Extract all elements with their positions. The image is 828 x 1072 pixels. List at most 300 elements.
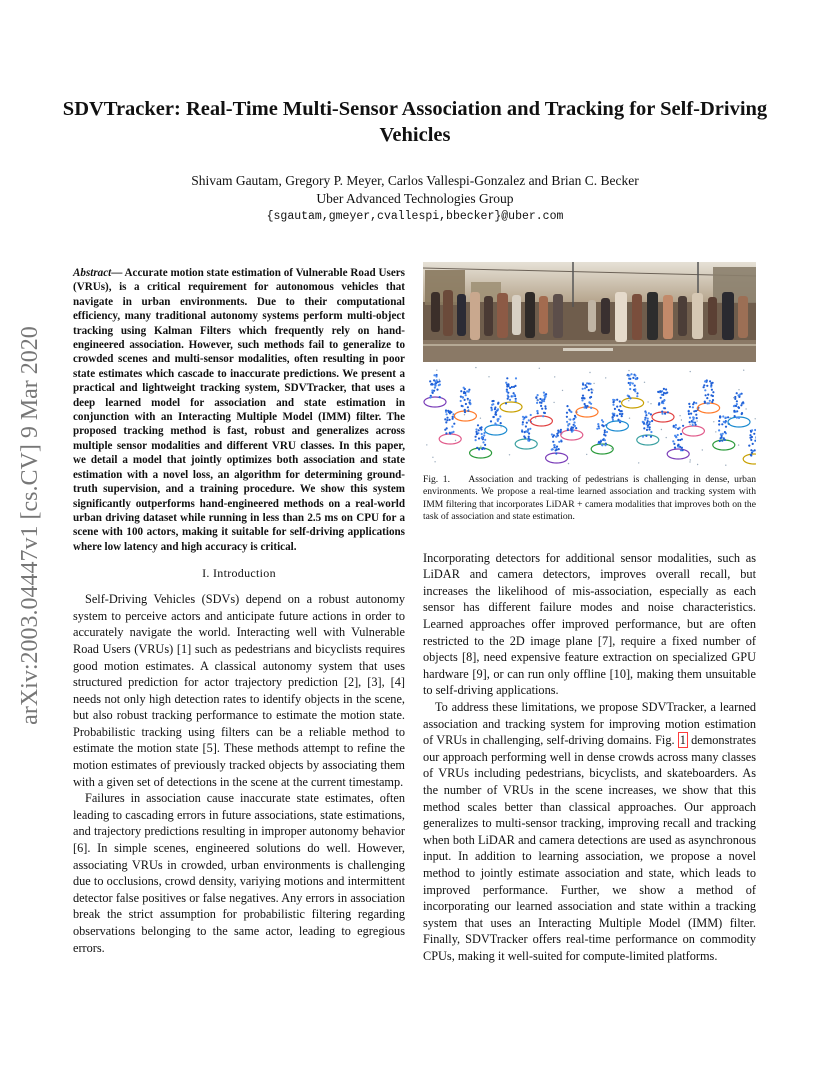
- lidar-point: [725, 426, 727, 428]
- lidar-point: [553, 434, 555, 436]
- lidar-point: [522, 423, 524, 425]
- lidar-point: [513, 392, 515, 394]
- lidar-point: [445, 411, 447, 413]
- lidar-point: [645, 435, 647, 437]
- lidar-point: [643, 427, 645, 429]
- lidar-noise-point: [480, 418, 481, 419]
- lidar-point: [628, 382, 630, 384]
- lidar-point: [590, 403, 592, 405]
- lidar-point: [754, 449, 756, 451]
- lidar-noise-point: [539, 368, 540, 369]
- lidar-noise-point: [725, 465, 726, 466]
- lidar-point: [544, 405, 546, 407]
- lidar-point: [526, 422, 528, 424]
- track-ring: [439, 434, 461, 444]
- lidar-noise-point: [608, 445, 609, 446]
- arxiv-stamp: [10, 285, 50, 765]
- intro-right-text: [423, 550, 756, 965]
- lidar-noise-point: [690, 459, 691, 460]
- lidar-point: [527, 439, 529, 441]
- lidar-point: [541, 399, 543, 401]
- lidar-point: [570, 429, 572, 431]
- lidar-noise-point: [480, 446, 481, 447]
- track-ring: [743, 454, 756, 464]
- lidar-point: [642, 436, 644, 438]
- track-ring: [682, 426, 704, 436]
- lidar-point: [750, 439, 752, 441]
- lidar-point: [590, 388, 592, 390]
- lidar-point: [642, 421, 644, 423]
- lidar-point: [754, 429, 756, 431]
- lidar-point: [753, 433, 755, 435]
- lidar-point: [453, 423, 455, 425]
- lidar-point: [566, 412, 568, 414]
- lidar-noise-point: [626, 375, 627, 376]
- lidar-point: [574, 425, 576, 427]
- lidar-point: [477, 424, 479, 426]
- lidar-point: [528, 436, 530, 438]
- lidar-point: [566, 405, 568, 407]
- lidar-point: [451, 426, 453, 428]
- lidar-point: [695, 414, 697, 416]
- lidar-point: [468, 402, 470, 404]
- abstract-lead: Abstract: [73, 267, 112, 279]
- lidar-point: [734, 398, 736, 400]
- lidar-point: [528, 419, 530, 421]
- lidar-point: [712, 391, 714, 393]
- lidar-point: [589, 383, 591, 385]
- lidar-point: [475, 428, 477, 430]
- lidar-point: [570, 411, 572, 413]
- lidar-point: [632, 377, 634, 379]
- lidar-point: [475, 436, 477, 438]
- lidar-point: [515, 398, 517, 400]
- lidar-point: [704, 402, 706, 404]
- lidar-point: [522, 421, 524, 423]
- lidar-point: [545, 395, 547, 397]
- lidar-point: [475, 431, 477, 433]
- lidar-point: [581, 399, 583, 401]
- lidar-point: [659, 390, 661, 392]
- lidar-point: [692, 406, 694, 408]
- lidar-point: [616, 415, 618, 417]
- lidar-noise-point: [589, 372, 590, 373]
- lidar-point: [524, 431, 526, 433]
- lidar-point: [649, 426, 651, 428]
- lidar-point: [644, 417, 646, 419]
- lidar-point: [500, 422, 502, 424]
- lidar-point: [621, 413, 623, 415]
- lidar-point: [584, 387, 586, 389]
- track-ring: [424, 397, 446, 407]
- lidar-noise-point: [629, 418, 630, 419]
- lidar-point: [667, 411, 669, 413]
- lidar-point: [584, 403, 586, 405]
- lidar-point: [750, 431, 752, 433]
- lidar-point: [647, 418, 649, 420]
- lidar-point: [444, 418, 446, 420]
- lidar-point: [632, 382, 634, 384]
- lidar-noise-point: [593, 383, 594, 384]
- lidar-point: [535, 397, 537, 399]
- lidar-point: [507, 394, 509, 396]
- lidar-point: [469, 399, 471, 401]
- lidar-point: [598, 425, 600, 427]
- lidar-point: [621, 415, 623, 417]
- lidar-point: [612, 417, 614, 419]
- lidar-point: [630, 382, 632, 384]
- lidar-noise-point: [432, 457, 433, 458]
- lidar-point: [439, 380, 441, 382]
- lidar-point: [651, 420, 653, 422]
- lidar-point: [703, 386, 705, 388]
- lidar-point: [660, 397, 662, 399]
- lidar-point: [650, 436, 652, 438]
- lidar-point: [505, 402, 507, 404]
- lidar-point: [494, 413, 496, 415]
- lidar-point: [558, 441, 560, 443]
- lidar-point: [619, 405, 621, 407]
- lidar-point: [582, 384, 584, 386]
- lidar-point: [551, 433, 553, 435]
- lidar-point: [452, 431, 454, 433]
- lidar-noise-point: [475, 367, 476, 368]
- lidar-noise-point: [713, 421, 714, 422]
- lidar-point: [662, 394, 664, 396]
- lidar-point: [468, 391, 470, 393]
- lidar-point: [673, 426, 675, 428]
- lidar-point: [750, 449, 752, 451]
- lidar-point: [617, 419, 619, 421]
- lidar-point: [689, 421, 691, 423]
- lidar-point: [664, 407, 666, 409]
- intro-paragraph-4: [423, 699, 756, 965]
- lidar-point: [677, 428, 679, 430]
- lidar-point: [721, 423, 723, 425]
- lidar-point: [647, 420, 649, 422]
- lidar-point: [735, 405, 737, 407]
- lidar-point: [552, 441, 554, 443]
- lidar-point: [706, 385, 708, 387]
- lidar-point: [438, 384, 440, 386]
- lidar-point: [583, 406, 585, 408]
- lidar-point: [512, 395, 514, 397]
- lidar-noise-point: [738, 444, 739, 445]
- lidar-noise-point: [733, 397, 734, 398]
- lidar-point: [490, 420, 492, 422]
- lidar-point: [704, 380, 706, 382]
- lidar-point: [664, 413, 666, 415]
- lidar-point: [555, 452, 557, 454]
- lidar-point: [497, 408, 499, 410]
- lidar-point: [581, 397, 583, 399]
- lidar-point: [644, 419, 646, 421]
- lidar-point: [734, 396, 736, 398]
- lidar-point: [589, 397, 591, 399]
- lidar-point: [524, 437, 526, 439]
- lidar-point: [738, 417, 740, 419]
- track-ring: [637, 435, 659, 445]
- lidar-point: [723, 421, 725, 423]
- lidar-point: [460, 390, 462, 392]
- lidar-point: [582, 395, 584, 397]
- lidar-point: [551, 449, 553, 451]
- lidar-point: [528, 438, 530, 440]
- lidar-point: [465, 403, 467, 405]
- lidar-point: [525, 425, 527, 427]
- lidar-point: [509, 399, 511, 401]
- lidar-point: [749, 437, 751, 439]
- lidar-noise-point: [696, 420, 697, 421]
- track-ring: [470, 448, 492, 458]
- lidar-point: [748, 445, 750, 447]
- lidar-point: [493, 400, 495, 402]
- lidar-point: [736, 403, 738, 405]
- lidar-point: [692, 418, 694, 420]
- lidar-point: [598, 427, 600, 429]
- lidar-noise-point: [509, 454, 510, 455]
- lidar-point: [682, 449, 684, 451]
- lidar-point: [629, 378, 631, 380]
- track-ring: [667, 449, 689, 459]
- lidar-point: [574, 415, 576, 417]
- lidar-noise-point: [755, 418, 756, 419]
- lidar-point: [598, 441, 600, 443]
- intro-left-text: [73, 591, 405, 956]
- lidar-point: [434, 387, 436, 389]
- lidar-point: [591, 391, 593, 393]
- lidar-point: [480, 429, 482, 431]
- lidar-point: [718, 423, 720, 425]
- lidar-point: [513, 386, 515, 388]
- lidar-point: [494, 406, 496, 408]
- figure-caption-label: Fig. 1.: [423, 474, 450, 485]
- lidar-point: [675, 424, 677, 426]
- lidar-point: [649, 421, 651, 423]
- lidar-point: [724, 431, 726, 433]
- lidar-noise-point: [666, 437, 667, 438]
- lidar-point: [543, 412, 545, 414]
- lidar-noise-point: [697, 464, 698, 465]
- lidar-point: [542, 415, 544, 417]
- intro-paragraph-2: Failures in association cause inaccurate state estimates, often leading to cascading errors in future associations, state estimations, and trajectory predictions resulting in improper autonomy behavior [6]. In simple scenes, engineered solutions do well. However, associating VRUs in crowded, urban environments is challenging due to occlusions, crowd density, variying motions and intermittent detector false positives or false negatives. Any errors in association break the strict assumption for probabilistic filtering regarding observations belonging to the same actor, leading to egregious errors.: [73, 791, 405, 955]
- lidar-point: [677, 444, 679, 446]
- arxiv-stamp-text: arXiv:2003.04447v1 [cs.CV] 9 Mar 2020: [16, 325, 43, 725]
- paper-affiliation: Uber Advanced Technologies Group: [316, 191, 514, 206]
- lidar-point: [673, 443, 675, 445]
- lidar-point: [464, 399, 466, 401]
- lidar-point: [506, 390, 508, 392]
- lidar-point: [481, 433, 483, 435]
- lidar-noise-point: [439, 379, 440, 380]
- lidar-point: [724, 439, 726, 441]
- lidar-point: [693, 410, 695, 412]
- lidar-point: [696, 417, 698, 419]
- lidar-point: [630, 373, 632, 375]
- section-heading-text: I. Introduction: [202, 566, 276, 581]
- lidar-noise-point: [467, 400, 468, 401]
- lidar-point: [435, 375, 437, 377]
- lidar-point: [643, 423, 645, 425]
- lidar-point: [675, 427, 677, 429]
- lidar-point: [606, 431, 608, 433]
- lidar-point: [515, 377, 517, 379]
- lidar-point: [710, 394, 712, 396]
- lidar-point: [494, 422, 496, 424]
- street-crowd-photo: [423, 262, 756, 362]
- left-column: [73, 266, 405, 956]
- lidar-point: [692, 421, 694, 423]
- lidar-point: [646, 429, 648, 431]
- lidar-point: [484, 444, 486, 446]
- lidar-point: [604, 431, 606, 433]
- lidar-point: [560, 429, 562, 431]
- lidar-noise-point: [464, 414, 465, 415]
- lidar-noise-point: [638, 462, 639, 463]
- lidar-point: [590, 407, 592, 409]
- paper-authors: Shivam Gautam, Gregory P. Meyer, Carlos Vallespi-Gonzalez and Brian C. Becker: [191, 173, 639, 188]
- lidar-point: [586, 405, 588, 407]
- lidar-noise-point: [661, 429, 662, 430]
- lidar-point: [537, 394, 539, 396]
- lidar-point: [704, 389, 706, 391]
- lidar-noise-point: [702, 449, 703, 450]
- lidar-point: [446, 419, 448, 421]
- lidar-point: [536, 402, 538, 404]
- lidar-point: [688, 413, 690, 415]
- lidar-point: [484, 439, 486, 441]
- lidar-noise-point: [647, 401, 648, 402]
- lidar-noise-point: [536, 399, 537, 400]
- lidar-noise-point: [743, 370, 744, 371]
- lidar-point: [582, 388, 584, 390]
- lidar-point: [429, 380, 431, 382]
- lidar-point: [736, 400, 738, 402]
- track-ring: [500, 402, 522, 412]
- figure-reference-link[interactable]: 1: [679, 733, 686, 748]
- lidar-point: [507, 385, 509, 387]
- lidar-point: [727, 416, 729, 418]
- lidar-point: [705, 394, 707, 396]
- lidar-point: [478, 448, 480, 450]
- lidar-point: [619, 400, 621, 402]
- lidar-point: [711, 389, 713, 391]
- lidar-noise-point: [715, 431, 716, 432]
- lidar-point: [711, 401, 713, 403]
- lidar-point: [446, 417, 448, 419]
- figure-caption-text: Association and tracking of pedestrians is challenging in dense, urban environments. We propose a real-time learned association and tracking system with IMM filtering that incorporates LiDAR + camera modalities that improves both on the task of association and state estimation.: [423, 474, 757, 523]
- lidar-point: [648, 428, 650, 430]
- lidar-point: [465, 394, 467, 396]
- lidar-noise-point: [586, 454, 587, 455]
- lidar-point: [588, 401, 590, 403]
- lidar-point: [752, 443, 754, 445]
- lidar-point: [430, 396, 432, 398]
- abstract-dash: —: [111, 267, 125, 279]
- lidar-noise-point: [568, 419, 569, 420]
- lidar-point: [689, 417, 691, 419]
- lidar-noise-point: [500, 426, 501, 427]
- lidar-point: [648, 412, 650, 414]
- lidar-point: [733, 405, 735, 407]
- lidar-noise-point: [567, 423, 568, 424]
- lidar-point: [463, 387, 465, 389]
- lidar-point: [650, 431, 652, 433]
- lidar-point: [665, 388, 667, 390]
- lidar-point: [661, 400, 663, 402]
- lidar-point: [721, 440, 723, 442]
- lidar-point: [692, 424, 694, 426]
- lidar-point: [736, 392, 738, 394]
- lidar-point: [739, 393, 741, 395]
- right-column: [423, 262, 756, 964]
- lidar-point: [629, 397, 631, 399]
- lidar-point: [553, 444, 555, 446]
- lidar-point: [703, 384, 705, 386]
- lidar-point: [658, 403, 660, 405]
- lidar-noise-point: [679, 415, 680, 416]
- lidar-noise-point: [592, 389, 593, 390]
- lidar-point: [460, 400, 462, 402]
- lidar-point: [720, 437, 722, 439]
- abstract: [73, 266, 405, 554]
- lidar-point: [481, 436, 483, 438]
- lidar-point: [555, 449, 557, 451]
- lidar-noise-point: [455, 440, 456, 441]
- lidar-point: [628, 374, 630, 376]
- lidar-point: [647, 424, 649, 426]
- lidar-noise-point: [690, 371, 691, 372]
- lidar-point: [612, 419, 614, 421]
- lidar-point: [476, 447, 478, 449]
- lidar-point: [674, 447, 676, 449]
- lidar-point: [483, 434, 485, 436]
- lidar-point: [619, 413, 621, 415]
- lidar-point: [436, 389, 438, 391]
- lidar-noise-point: [611, 448, 612, 449]
- lidar-point: [478, 437, 480, 439]
- lidar-point: [720, 433, 722, 435]
- lidar-point: [452, 418, 454, 420]
- track-ring: [713, 440, 735, 450]
- lidar-point: [468, 389, 470, 391]
- lidar-point: [528, 432, 530, 434]
- lidar-point: [543, 392, 545, 394]
- lidar-point: [507, 398, 509, 400]
- lidar-point: [661, 411, 663, 413]
- lidar-point: [461, 405, 463, 407]
- lidar-noise-point: [681, 419, 682, 420]
- lidar-point: [575, 427, 577, 429]
- lidar-point: [695, 402, 697, 404]
- lidar-point: [635, 378, 637, 380]
- lidar-point: [540, 402, 542, 404]
- lidar-point: [545, 408, 547, 410]
- lidar-noise-point: [434, 461, 435, 462]
- lidar-point: [499, 415, 501, 417]
- lidar-point: [693, 401, 695, 403]
- lidar-point: [431, 383, 433, 385]
- intro-paragraph-4-after: demonstrates our approach performing well in dense crowds across many classes of VRUs including pedestrians, bicyclists, and skateboarders. As the number of VRUs in the scene increases, we show that this method scales better than classical approaches. Our approach generalizes to multi-sensor tracking, improving recall and tracking when both LiDAR and camera detections are used as asynchronous input. In addition to learning association, we propose a novel method to jointly estimate association and state, which leads to improved performance. Further, we show a method of incorporating our learned association and state within a tracking system that uses an Interacting Multiple Model (IMM) filter. Finally, SDVTracker offers real-time performance on commodity CPUs, making it well-suited for compute-limited platforms.: [423, 733, 756, 963]
- lidar-point: [718, 420, 720, 422]
- lidar-noise-point: [689, 424, 690, 425]
- lidar-point: [529, 428, 531, 430]
- lidar-point: [736, 417, 738, 419]
- lidar-point: [689, 406, 691, 408]
- lidar-noise-point: [468, 409, 469, 410]
- intro-paragraph-1: Self-Driving Vehicles (SDVs) depend on a robust autonomy system to perceive actors and anticipate future actions in order to accurately navigate the world. Interacting well with Vulnerable Road Users (VRUs) [1] such as pedestrians and bicyclists requires good motion estimates. A classical autonomy system that uses structured prediction for actor trajectory prediction [2], [3], [4] needs not only high detection rates to identify objects in the scene, but also robust tracking performance to estimate the motion state. Probabilistic tracking using filters can be a reliable method to estimate the motion state [5]. These methods attempt to refine the motion estimates of previously tracked objects by associating them with a given set of detections in the scene at the current timestamp.: [73, 592, 405, 789]
- lidar-point: [432, 392, 434, 394]
